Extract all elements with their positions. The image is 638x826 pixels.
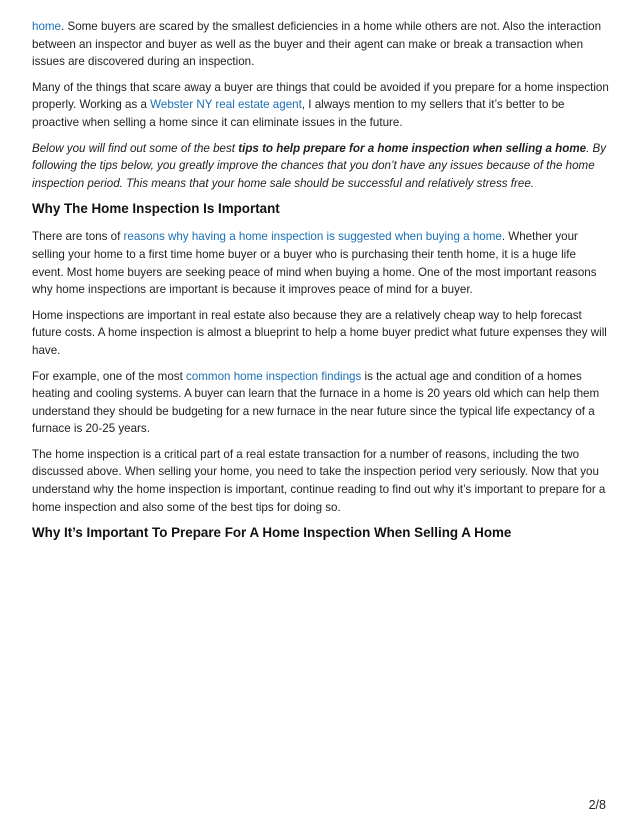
webster-ny-agent-link[interactable]: Webster NY real estate agent: [150, 98, 302, 112]
paragraph-reasons-text-after: . Whether your selling your home to a first time home buyer or a buyer who is purchasing their tenth home, it is a huge life event. Most home buyers are seeking peace of mind when buying a home. One of the most important reasons why home inspections are important is because it improves peace of mind for a buyer.: [32, 230, 597, 297]
document-page: [32, 18, 610, 552]
paragraph-reasons-text-before: There are tons of: [32, 230, 124, 244]
tips-intro-text-after: . By following the tips below, you greatly improve the chances that you don’t have any issues because of the home inspection period. This means that your home sale should be successful and relatively stress free.: [32, 141, 607, 190]
common-findings-link[interactable]: common home inspection findings: [186, 369, 362, 383]
paragraph-reasons: [32, 228, 610, 298]
paragraph-intro-text: . Some buyers are scared by the smallest deficiencies in a home while others are not. Also the interaction between an inspector and buyer as well as the buyer and their agent can make or break a transaction when issues are discovered during an inspection.: [32, 20, 602, 69]
tips-intro-text-before: Below you will find out some of the best: [32, 141, 239, 155]
paragraph-forecast-costs: Home inspections are important in real estate also because they are a relatively cheap way to help forecast future costs. A home inspection is almost a blueprint to help a home buyer predict what future expenses they will have.: [32, 308, 607, 357]
tips-intro-bold: tips to help prepare for a home inspection when selling a home: [238, 141, 587, 155]
paragraph-scare-away: [32, 79, 610, 132]
paragraph-example: [32, 368, 610, 438]
paragraph-example-text-after: is the actual age and condition of a homes heating and cooling systems. A buyer can learn that the furnace in a home is 20 years old which can help them understand they should be budgeting for a new furnace in the near future since the typical life expectancy of a furnace is 20-25 years.: [32, 369, 600, 436]
paragraph-intro: [32, 18, 610, 71]
reasons-link[interactable]: reasons why having a home inspection is suggested when buying a home: [123, 230, 502, 244]
heading-why-prepare: Why It’s Important To Prepare For A Home Inspection When Selling A Home: [32, 525, 512, 541]
paragraph-critical-part: The home inspection is a critical part of a real estate transaction for a number of reasons, including the two discussed above. When selling your home, you need to take the inspection period very seriously. Now that you understand why the home inspection is important, continue reading to find out why it’s important to prepare for a home inspection and also some of the best tips for doing so.: [32, 447, 606, 514]
page-number: 2/8: [588, 798, 606, 812]
heading-why-inspection-important: Why The Home Inspection Is Important: [32, 201, 280, 217]
paragraph-scare-away-text-after: , I always mention to my sellers that it’s better to be proactive when selling a home since it can eliminate issues in the future.: [32, 98, 565, 129]
paragraph-tips-intro: [32, 140, 610, 193]
paragraph-example-text-before: For example, one of the most: [32, 369, 187, 383]
home-link[interactable]: home: [32, 20, 62, 33]
paragraph-scare-away-text-before: Many of the things that scare away a buyer are things that could be avoided if you prepare for a home inspection properly. Working as a: [32, 80, 609, 112]
